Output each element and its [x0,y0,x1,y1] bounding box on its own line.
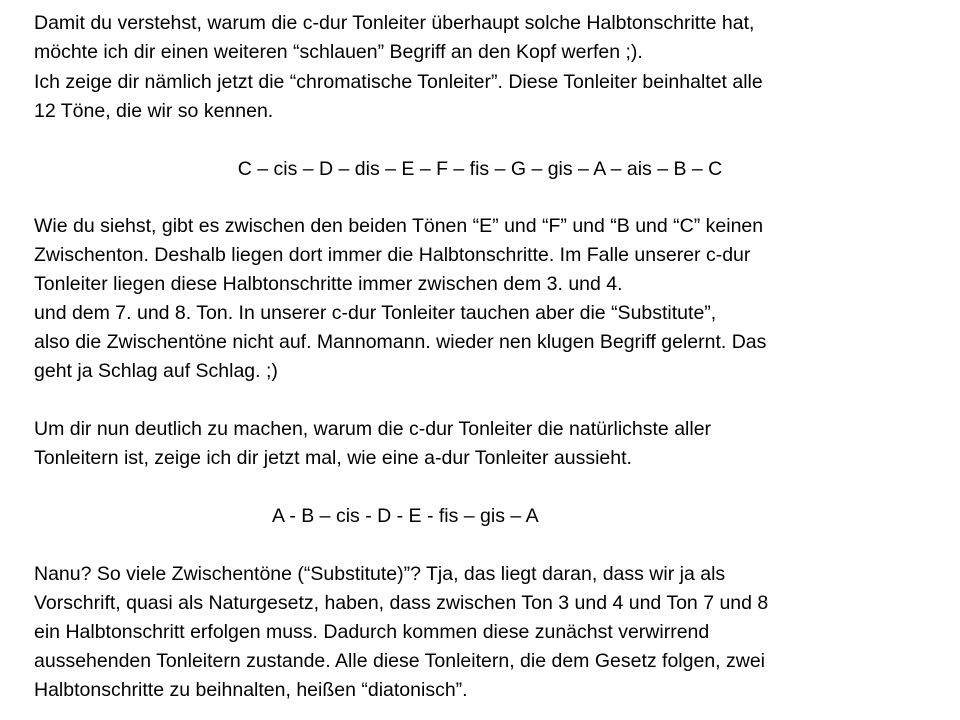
paragraph-2-line-2: Zwischenton. Deshalb liegen dort immer die Halbtonschritte. Im Falle unserer c-dur [34,244,751,266]
paragraph-3-line-2: Tonleitern ist, zeige ich dir jetzt mal, wie eine a-dur Tonleiter aussieht. [34,447,632,469]
paragraph-2-line-3: Tonleiter liegen diese Halbtonschritte immer zwischen dem 3. und 4. [34,273,623,295]
paragraph-4-line-1: Nanu? So viele Zwischentöne (“Substitute)”? Tja, das liegt daran, dass wir ja als [34,563,726,585]
paragraph-2-line-6: geht ja Schlag auf Schlag. ;) [34,360,278,382]
chromatic-scale-line: C – cis – D – dis – E – F – fis – G – gis – A – ais – B – C [237,158,723,180]
paragraph-1-line-4: 12 Töne, die wir so kennen. [34,100,274,122]
paragraph-4-line-3: ein Halbtonschritt erfolgen muss. Dadurch kommen diese zunächst verwirrend [34,621,710,643]
paragraph-2-line-4: und dem 7. und 8. Ton. In unserer c-dur Tonleiter tauchen aber die “Substitute”, [34,302,717,324]
paragraph-2-line-5: also die Zwischentöne nicht auf. Mannomann. wieder nen klugen Begriff gelernt. Das [34,331,767,353]
paragraph-1-line-1: Damit du verstehst, warum die c-dur Tonleiter überhaupt solche Halbtonschritte hat, [34,12,755,34]
paragraph-1-line-2: möchte ich dir einen weiteren “schlauen” Begriff an den Kopf werfen ;). [34,41,643,63]
paragraph-2-line-1: Wie du siehst, gibt es zwischen den beiden Tönen “E” und “F” und “B und “C” keinen [34,215,764,237]
paragraph-3-line-1: Um dir nun deutlich zu machen, warum die c-dur Tonleiter die natürlichste aller [34,418,712,440]
a-major-scale-line: A - B – cis - D - E - fis – gis – A [272,505,539,527]
paragraph-4-line-4: aussehenden Tonleitern zustande. Alle diese Tonleitern, die dem Gesetz folgen, zwei [34,650,766,672]
paragraph-1-line-3: Ich zeige dir nämlich jetzt die “chromatische Tonleiter”. Diese Tonleiter beinhaltet alle [34,71,763,93]
paragraph-4-line-2: Vorschrift, quasi als Naturgesetz, haben, dass zwischen Ton 3 und 4 und Ton 7 und 8 [34,592,769,614]
paragraph-4-line-5: Halbtonschritte zu beihnalten, heißen “diatonisch”. [34,679,468,701]
